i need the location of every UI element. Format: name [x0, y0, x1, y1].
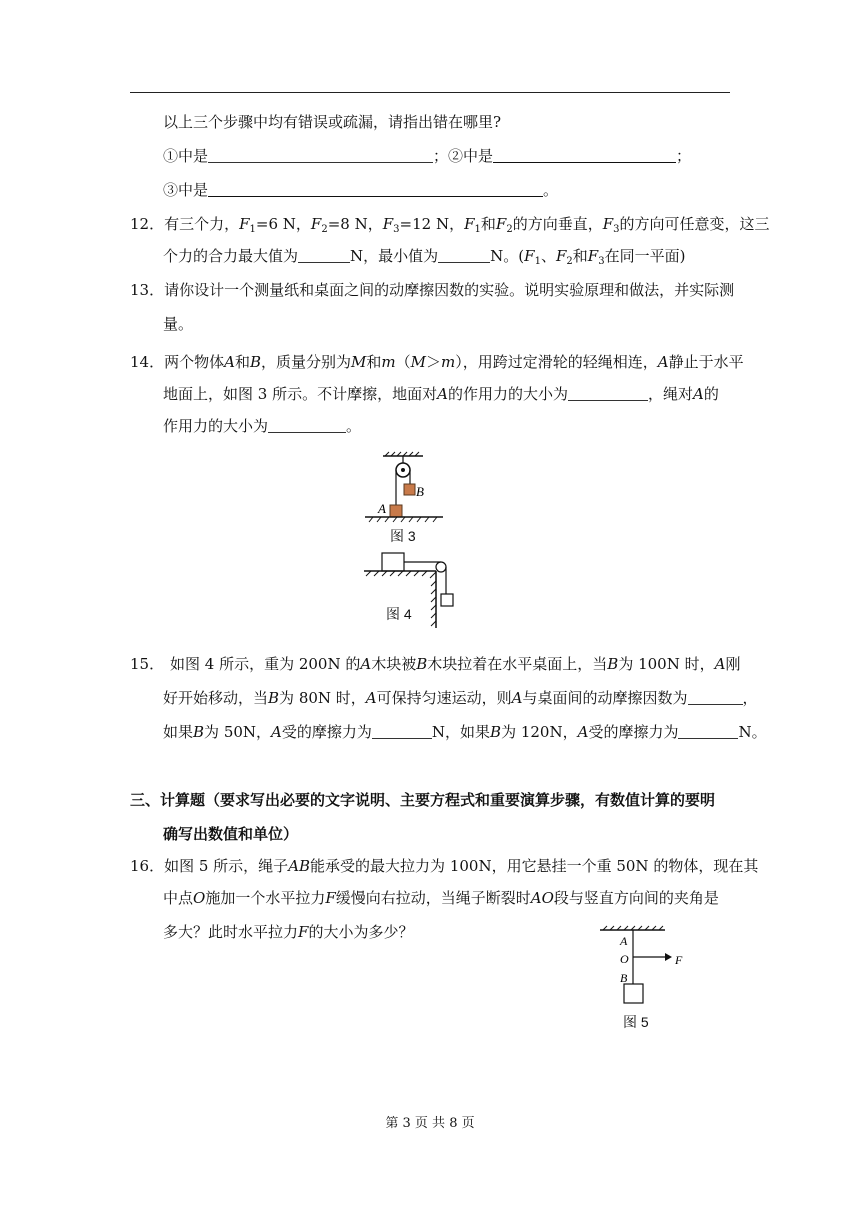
var-F: F	[325, 889, 336, 907]
text: 木块被	[371, 655, 417, 673]
text: 如果	[163, 723, 194, 741]
label-a: A	[620, 934, 628, 948]
answer-blank-friction-120[interactable]	[678, 724, 738, 739]
page-footer: 第 3 页 共 8 页	[385, 1116, 475, 1131]
question-number: 13．	[130, 281, 165, 299]
fill-label-2: ；②中是	[433, 147, 494, 165]
text: =6 N，	[255, 215, 311, 233]
question-15-line-1	[130, 654, 740, 674]
label-f: F	[675, 953, 683, 967]
answer-blank-max[interactable]	[298, 248, 350, 263]
text: 为 80N 时，	[279, 689, 366, 707]
fill-line-1	[163, 146, 691, 166]
text: 的方向垂直，	[512, 215, 603, 233]
var-A: A	[360, 655, 372, 673]
question-15-line-2	[163, 688, 758, 708]
answer-blank-friction-50[interactable]	[372, 724, 432, 739]
text: 如图 4 所示，重为 200N 的	[170, 655, 361, 673]
var-F: F	[602, 215, 614, 233]
text: N，最小值为	[350, 247, 439, 265]
question-14-line-2	[163, 384, 719, 404]
question-16-line-3	[163, 922, 413, 942]
var-A: A	[271, 723, 282, 741]
figure-3-caption: 图 3	[390, 528, 416, 544]
text: （	[395, 353, 411, 371]
sub: 3	[598, 256, 605, 267]
sub: 2	[321, 224, 328, 235]
fill-line-2	[163, 180, 558, 200]
var-O: O	[193, 889, 206, 907]
var-A: A	[511, 689, 523, 707]
block-a	[382, 553, 404, 571]
text: 刚	[725, 655, 741, 673]
text: 、	[540, 247, 556, 265]
text: 与桌面间的动摩擦因数为	[522, 689, 688, 707]
answer-blank-2[interactable]	[493, 148, 676, 163]
text: 施加一个水平拉力	[205, 889, 326, 907]
text: ＞	[426, 353, 442, 371]
pulley-wheel	[436, 562, 446, 572]
label-b: B	[416, 484, 424, 499]
text: N，如果	[431, 723, 491, 741]
var-AO: AO	[530, 889, 554, 907]
text: 能承受的最大拉力为 100N，用它悬挂一个重 50N 的物体，现在其	[310, 857, 759, 875]
fill-label-1: ①中是	[163, 147, 209, 165]
text: ，绳对	[647, 385, 693, 403]
text: 作用力的大小为	[163, 417, 269, 435]
figure-3-pulley-diagram	[363, 450, 453, 530]
fill-end-1: ；	[676, 147, 692, 165]
sub: 2	[506, 224, 513, 235]
figure-4-caption: 图 4	[386, 606, 412, 622]
text: 可保持匀速运动，则	[376, 689, 512, 707]
text: 的大小为多少？	[308, 923, 414, 941]
text: 的	[703, 385, 719, 403]
text: 的作用力的大小为	[447, 385, 568, 403]
block-b	[441, 594, 453, 606]
text: 为 120N，	[501, 723, 578, 741]
pulley-axle	[401, 468, 405, 472]
question-14-line-3	[163, 416, 361, 436]
text: 段与竖直方向间的夹角是	[553, 889, 719, 907]
text: 为 100N 时，	[618, 655, 715, 673]
question-number: 15．	[130, 655, 165, 673]
text: N。(	[490, 247, 525, 265]
text: 静止于水平	[668, 353, 744, 371]
question-14-line-1	[130, 352, 744, 372]
fill-end-3: 。	[543, 181, 559, 199]
question-number: 14．	[130, 353, 165, 371]
sub: 2	[566, 256, 573, 267]
sub: 1	[249, 224, 256, 235]
question-13-line-2	[163, 314, 193, 334]
label-o: O	[620, 952, 629, 966]
label-a: A	[378, 501, 386, 516]
hanging-block	[624, 984, 643, 1003]
text: 两个物体	[164, 353, 225, 371]
var-A: A	[437, 385, 448, 403]
text: 好开始移动，当	[163, 689, 269, 707]
var-F: F	[298, 923, 309, 941]
var-M: M	[351, 353, 367, 371]
answer-blank-3[interactable]	[208, 182, 543, 197]
var-F: F	[555, 247, 567, 265]
question-16-line-2	[163, 888, 719, 908]
text: 多大？此时水平拉力	[163, 923, 299, 941]
sub: 1	[534, 256, 541, 267]
text: 受的摩擦力为	[588, 723, 679, 741]
var-F: F	[382, 215, 394, 233]
header-rule	[130, 92, 730, 93]
var-F: F	[464, 215, 475, 233]
text: 有三个力，	[164, 215, 240, 233]
text: 如图 5 所示，绳子	[164, 857, 289, 875]
text: 地面上，如图 3 所示。不计摩擦，地面对	[163, 385, 438, 403]
sub: 1	[474, 224, 481, 235]
var-B: B	[268, 689, 280, 707]
var-B: B	[249, 353, 261, 371]
text: 中点	[163, 889, 194, 907]
var-A: A	[692, 385, 704, 403]
answer-blank-min[interactable]	[438, 248, 490, 263]
question-12-line-1	[130, 214, 770, 234]
question-number: 12．	[130, 215, 165, 233]
text: 受的摩擦力为	[281, 723, 372, 741]
answer-blank-friction-coefficient[interactable]	[688, 690, 743, 705]
var-F: F	[524, 247, 535, 265]
figure-5-caption: 图 5	[623, 1014, 649, 1030]
text: 。	[346, 417, 362, 435]
text: 为 50N，	[204, 723, 272, 741]
var-A: A	[224, 353, 235, 371]
sub: 3	[613, 224, 620, 235]
text: 个力的合力最大值为	[163, 247, 299, 265]
var-m: m	[381, 353, 396, 371]
text: 和	[572, 247, 588, 265]
text: 和	[366, 353, 382, 371]
text: 和	[480, 215, 496, 233]
var-A: A	[365, 689, 377, 707]
var-A: A	[577, 723, 589, 741]
answer-blank-1[interactable]	[208, 148, 433, 163]
answer-blank-rope-force[interactable]	[268, 418, 346, 433]
section-3-title-cont: 确写出数值和单位）	[163, 825, 299, 843]
label-b: B	[620, 971, 628, 985]
question-16-line-1	[130, 856, 758, 876]
text: 和	[234, 353, 250, 371]
question-number: 16．	[130, 857, 165, 875]
var-A: A	[657, 353, 669, 371]
var-B: B	[607, 655, 619, 673]
var-AB: AB	[288, 857, 311, 875]
var-A: A	[714, 655, 726, 673]
question-12-line-2	[163, 246, 685, 266]
text: 请你设计一个测量纸和桌面之间的动摩擦因数的实验。说明实验原理和做法，并实际测	[164, 281, 735, 299]
text: ，质量分别为	[261, 353, 352, 371]
var-F: F	[587, 247, 599, 265]
question-15-line-3	[163, 722, 767, 742]
text: =8 N，	[327, 215, 383, 233]
text: 在同一平面)	[604, 247, 686, 265]
var-F: F	[239, 215, 250, 233]
var-B: B	[416, 655, 428, 673]
var-F: F	[495, 215, 507, 233]
var-m: m	[441, 353, 456, 371]
block-b	[404, 484, 415, 495]
var-F: F	[310, 215, 322, 233]
text: =12 N，	[399, 215, 465, 233]
var-M: M	[410, 353, 426, 371]
text: 木块拉着在水平桌面上，当	[427, 655, 608, 673]
intro-text: 以上三个步骤中均有错误或疏漏，请指出错在哪里?	[163, 113, 502, 131]
arrow-head-icon	[665, 953, 672, 961]
text: 缓慢向右拉动，当绳子断裂时	[335, 889, 531, 907]
figure-4-table-diagram	[362, 548, 472, 628]
fill-label-3: ③中是	[163, 181, 209, 199]
var-B: B	[193, 723, 205, 741]
question-13-line-1	[130, 280, 734, 300]
text: N。	[738, 723, 767, 741]
text: ），用跨过定滑轮的轻绳相连，	[455, 353, 658, 371]
section-3-title: 三、计算题（要求写出必要的文字说明、主要方程式和重要演算步骤，有数值计算的要明	[130, 791, 716, 809]
text: 量。	[163, 315, 194, 333]
sub: 3	[393, 224, 400, 235]
block-a	[390, 505, 402, 517]
figure-5-rope-diagram	[595, 922, 695, 1012]
answer-blank-ground-force[interactable]	[568, 386, 648, 401]
var-B: B	[490, 723, 502, 741]
text: 的方向可任意变，这三	[619, 215, 770, 233]
text: ，	[742, 689, 758, 707]
